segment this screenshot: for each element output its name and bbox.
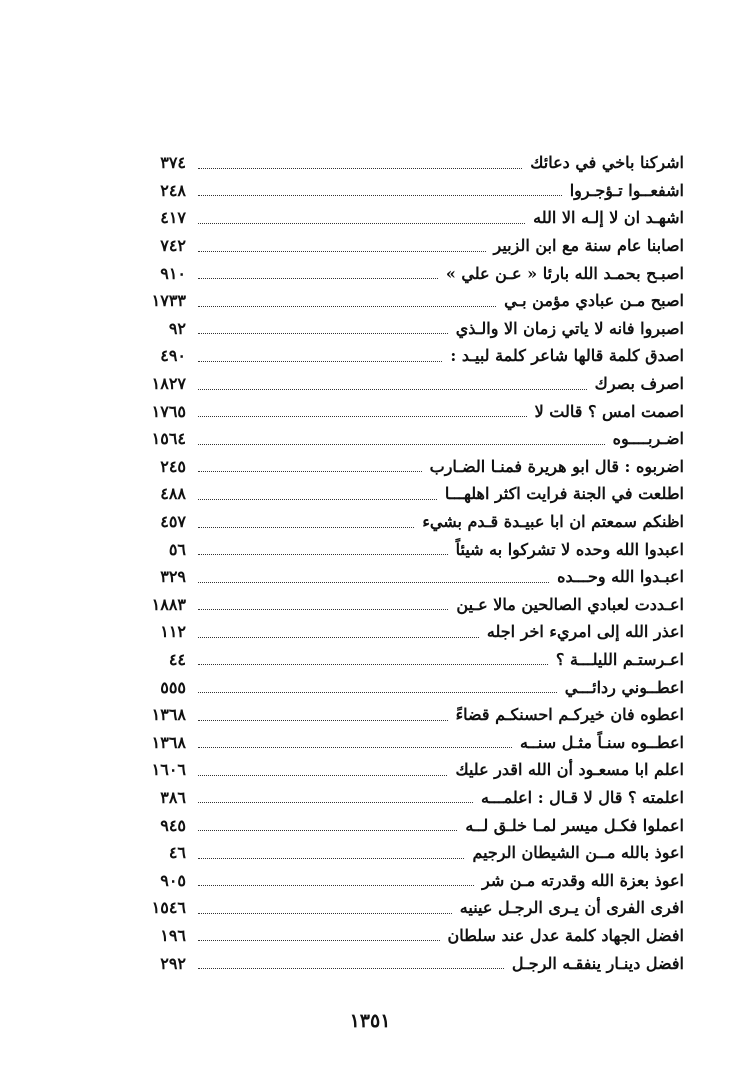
- index-entry: [128, 397, 684, 425]
- dot-leader: [198, 939, 440, 941]
- entry-text: اطلعت في الجنة فرايت اكثر اهلهـــا: [444, 484, 684, 504]
- dot-leader: [198, 608, 448, 610]
- entry-text: اضربوه : قال ابو هريرة فمنـا الضـارب: [429, 456, 684, 476]
- entry-text: اعلم ابا مسعـود أن الله اقدر عليك: [455, 760, 684, 780]
- entry-text: اصرف بصرك: [594, 374, 684, 394]
- entry-page-ref: ٣٧٤: [160, 153, 186, 173]
- entry-text: اعـرستـم الليلـــة ؟: [555, 649, 684, 669]
- page-number: ١٣٥١: [349, 1010, 391, 1032]
- dot-leader: [198, 636, 479, 638]
- entry-text: اصبروا فانه لا ياتي زمان الا والـذي: [455, 318, 684, 338]
- index-entry: [128, 259, 684, 287]
- entry-page-ref: ٤١٧: [160, 208, 186, 228]
- entry-text: اشركنا باخي في دعائك: [530, 153, 684, 173]
- entry-page-ref: ١٦٠٦: [151, 760, 186, 780]
- entry-text: اعطــوه سنـاً مثـل سنــه: [519, 732, 684, 752]
- entry-text: اعلمته ؟ قال لا قـال : اعلمـــه: [480, 787, 684, 807]
- entry-page-ref: ٤٨٨: [160, 484, 186, 504]
- index-entry: [128, 563, 684, 591]
- dot-leader: [198, 912, 452, 914]
- index-entry: [128, 480, 684, 508]
- entry-text: اعبـدوا الله وحـــده: [557, 567, 684, 587]
- entry-text: اعوذ بعزة الله وقدرته مـن شر: [481, 870, 684, 890]
- entry-page-ref: ٢٤٥: [160, 456, 186, 476]
- dot-leader: [198, 774, 447, 776]
- entry-page-ref: ٣٨٦: [160, 787, 186, 807]
- entry-page-ref: ١٥٦٤: [151, 429, 186, 449]
- index-entry: [128, 591, 684, 619]
- index-entry: [128, 508, 684, 536]
- dot-leader: [198, 829, 457, 831]
- index-entry: [128, 894, 684, 922]
- entry-page-ref: ٤٤: [168, 649, 186, 669]
- entry-page-ref: ١٥٤٦: [151, 898, 186, 918]
- index-entry: [128, 949, 684, 977]
- entry-text: اعـددت لعبادي الصالحين مالا عـين: [456, 594, 684, 614]
- entry-text: اصدق كلمة قالها شاعر كلمة لبيـد :: [450, 346, 684, 366]
- entry-page-ref: ١٣٦٨: [151, 732, 186, 752]
- entry-page-ref: ١٨٨٣: [151, 594, 186, 614]
- entry-page-ref: ٤٩٠: [160, 346, 186, 366]
- dot-leader: [198, 663, 548, 665]
- dot-leader: [198, 360, 442, 362]
- entry-text: اعذر الله إلى امريء اخر اجله: [486, 622, 684, 642]
- index-entry: [128, 535, 684, 563]
- dot-leader: [198, 415, 527, 417]
- index-entry: [128, 618, 684, 646]
- entry-page-ref: ٩١٠: [160, 263, 186, 283]
- dot-leader: [198, 388, 587, 390]
- entry-page-ref: ٩٢: [168, 318, 186, 338]
- index-entry: [128, 922, 684, 950]
- entry-text: افضل دينـار ينفقـه الرجـل: [511, 953, 684, 973]
- entry-page-ref: ١٩٦: [160, 925, 186, 945]
- dot-leader: [198, 581, 549, 583]
- entry-page-ref: ٥٥٥: [160, 677, 186, 697]
- dot-leader: [198, 526, 414, 528]
- dot-leader: [198, 553, 448, 555]
- index-entry: [128, 453, 684, 481]
- dot-leader: [198, 967, 504, 969]
- dot-leader: [198, 443, 605, 445]
- index-entry: [128, 839, 684, 867]
- entry-text: اصمت امس ؟ قالت لا: [534, 401, 684, 421]
- dot-leader: [198, 857, 464, 859]
- entry-text: اظنكم سمعتم ان ابا عبيـدة قـدم بشيء: [422, 512, 684, 532]
- index-entry: [128, 315, 684, 343]
- index-entry: [128, 287, 684, 315]
- dot-leader: [198, 498, 437, 500]
- entry-page-ref: ٢٤٨: [160, 180, 186, 200]
- dot-leader: [198, 470, 422, 472]
- entry-page-ref: ١٧٣٣: [151, 291, 186, 311]
- entry-text: اعطــوني ردائـــي: [564, 677, 684, 697]
- entry-page-ref: ٤٦: [168, 843, 186, 863]
- entry-text: اعملوا فكـل ميسر لمـا خلـق لــه: [465, 815, 684, 835]
- entry-text: اعطوه فان خيركـم احسنكـم قضاءً: [455, 705, 684, 725]
- index-entry: [128, 811, 684, 839]
- dot-leader: [198, 746, 512, 748]
- entry-text: اصبـح بحمـد الله بارئا « عـن علي »: [445, 263, 684, 283]
- dot-leader: [198, 884, 474, 886]
- index-entry: [128, 342, 684, 370]
- index-entry: [128, 756, 684, 784]
- index-entry: [128, 673, 684, 701]
- entry-text: افضل الجهاد كلمة عدل عند سلطان: [447, 925, 684, 945]
- index-entry: [128, 370, 684, 398]
- dot-leader: [198, 691, 557, 693]
- entry-text: اعبدوا الله وحده لا تشركوا به شيئاً: [455, 539, 684, 559]
- entry-text: اشهـد ان لا إلـه الا الله: [533, 208, 684, 228]
- entry-page-ref: ١٣٦٨: [151, 705, 186, 725]
- entry-text: اعوذ بالله مــن الشيطان الرجيم: [472, 843, 684, 863]
- index-entry: [128, 177, 684, 205]
- entry-page-ref: ٤٥٧: [160, 512, 186, 532]
- index-entry: [128, 646, 684, 674]
- entry-text: اضـربــــوه: [612, 429, 684, 449]
- dot-leader: [198, 719, 448, 721]
- index-entry: [128, 425, 684, 453]
- entry-page-ref: ٣٢٩: [160, 567, 186, 587]
- dot-leader: [198, 277, 438, 279]
- entry-page-ref: ٩٤٥: [160, 815, 186, 835]
- dot-leader: [198, 332, 448, 334]
- index-entry: [128, 784, 684, 812]
- entry-page-ref: ٩٠٥: [160, 870, 186, 890]
- entry-page-ref: ٢٩٢: [160, 953, 186, 973]
- entry-page-ref: ١٨٢٧: [151, 374, 186, 394]
- index-entry: [128, 204, 684, 232]
- entry-page-ref: ٥٦: [168, 539, 186, 559]
- entry-page-ref: ٧٤٢: [160, 236, 186, 256]
- entry-text: اشفعــوا تـؤجـروا: [569, 180, 684, 200]
- dot-leader: [198, 305, 496, 307]
- index-entry: [128, 866, 684, 894]
- entry-text: اصبح مـن عبادي مؤمن بـي: [504, 291, 684, 311]
- entry-text: افرى الفرى أن يـرى الرجـل عينيه: [459, 898, 684, 918]
- index-entry: [128, 149, 684, 177]
- entry-page-ref: ١١٢: [160, 622, 186, 642]
- index-entry: [128, 232, 684, 260]
- entry-page-ref: ١٧٦٥: [151, 401, 186, 421]
- dot-leader: [198, 194, 562, 196]
- entry-text: اصابنا عام سنة مع ابن الزبير: [493, 236, 684, 256]
- index-entry: [128, 728, 684, 756]
- dot-leader: [198, 167, 522, 169]
- index-list: [128, 149, 684, 977]
- dot-leader: [198, 801, 473, 803]
- dot-leader: [198, 250, 486, 252]
- index-entry: [128, 701, 684, 729]
- dot-leader: [198, 222, 525, 224]
